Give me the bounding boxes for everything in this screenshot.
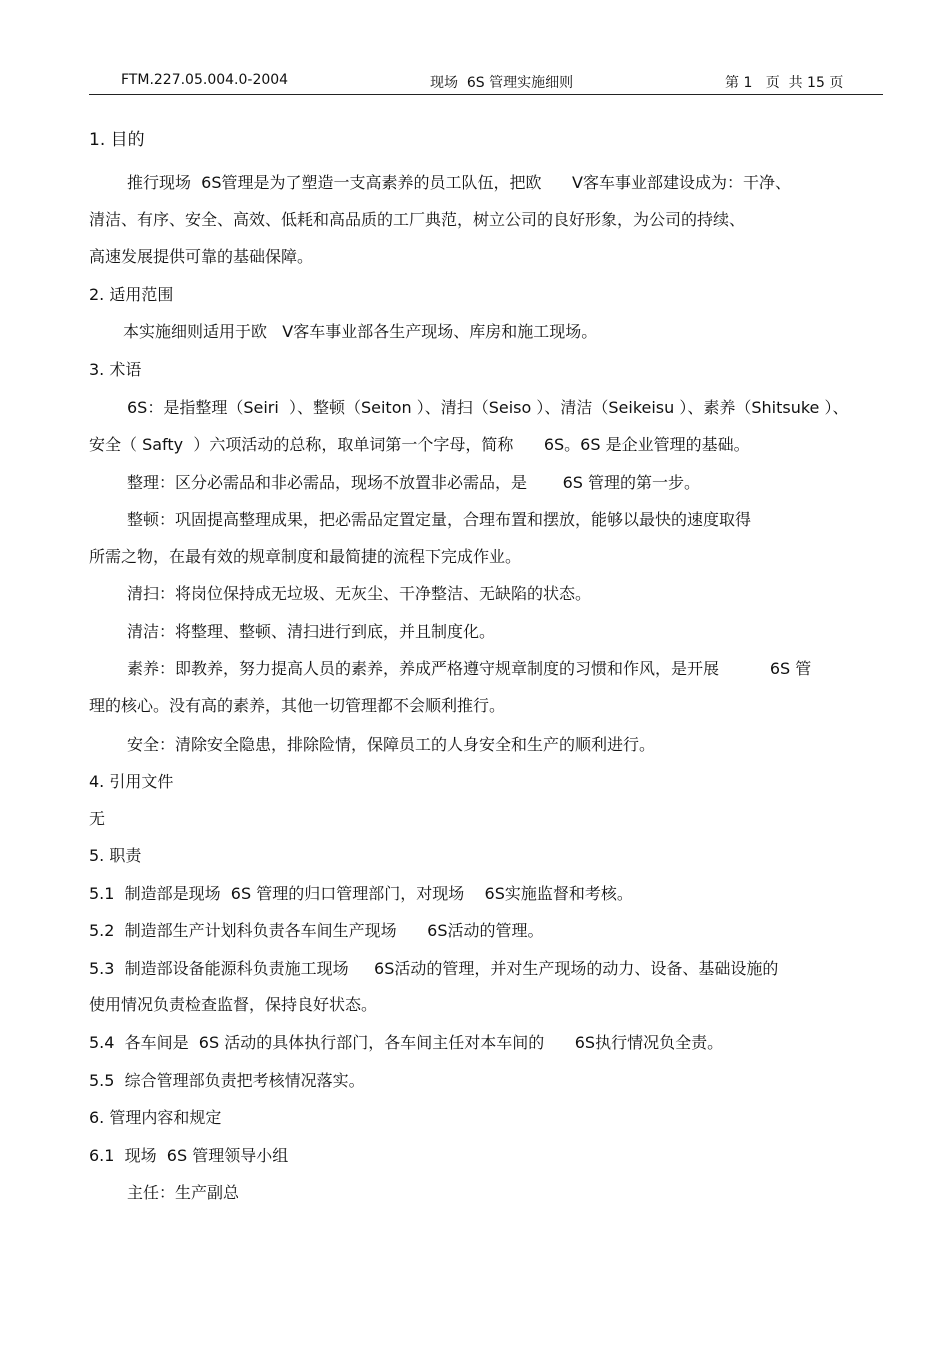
paragraph: 所需之物，在最有效的规章制度和最简捷的流程下完成作业。 (89, 547, 522, 566)
paragraph: 清洁、有序、安全、高效、低耗和高品质的工厂典范，树立公司的良好形象，为公司的持续、 (89, 210, 746, 229)
paragraph: 主任：生产副总 (127, 1183, 240, 1202)
list-item: 6.1 现场 6S 管理领导小组 (89, 1146, 289, 1165)
paragraph: 清洁：将整理、整顿、清扫进行到底，并且制度化。 (127, 622, 496, 641)
paragraph: 无 (89, 809, 106, 828)
document-code: FTM.227.05.004.0-2004 (121, 72, 289, 88)
section-1-title: 1. 目的 (89, 130, 145, 150)
paragraph: 理的核心。没有高的素养，其他一切管理都不会顺利推行。 (89, 696, 506, 715)
paragraph: 整理：区分必需品和非必需品，现场不放置非必需品，是 6S 管理的第一步。 (127, 473, 701, 492)
page-number: 第 1 页 共 15 页 (725, 75, 844, 91)
paragraph: 高速发展提供可靠的基础保障。 (89, 247, 314, 266)
section-5-title: 5. 职责 (89, 846, 142, 865)
paragraph: 推行现场 6S管理是为了塑造一支高素养的员工队伍，把欧 V客车事业部建设成为：干净、 (127, 173, 791, 192)
list-item: 5.5 综合管理部负责把考核情况落实。 (89, 1071, 365, 1090)
document-title: 现场 6S 管理实施细则 (430, 75, 574, 91)
page-header (89, 70, 883, 95)
paragraph: 本实施细则适用于欧 V客车事业部各生产现场、库房和施工现场。 (123, 322, 598, 341)
section-4-title: 4. 引用文件 (89, 772, 174, 791)
list-item: 5.4 各车间是 6S 活动的具体执行部门，各车间主任对本车间的 6S执行情况负全责。 (89, 1033, 724, 1052)
paragraph: 6S：是指整理（Seiri ）、整顿（Seiton ）、清扫（Seiso ）、清洁（Seikeisu ）、素养（Shitsuke ）、 (127, 398, 849, 417)
section-3-title: 3. 术语 (89, 360, 142, 379)
section-2-title: 2. 适用范围 (89, 285, 174, 304)
list-item: 5.1 制造部是现场 6S 管理的归口管理部门，对现场 6S实施监督和考核。 (89, 884, 633, 903)
paragraph: 整顿：巩固提高整理成果，把必需品定置定量，合理布置和摆放，能够以最快的速度取得 (127, 510, 752, 529)
list-item: 5.3 制造部设备能源科负责施工现场 6S活动的管理，并对生产现场的动力、设备、基础设施的 (89, 959, 779, 978)
paragraph: 安全：清除安全隐患，排除险情，保障员工的人身安全和生产的顺利进行。 (127, 735, 656, 754)
list-item: 5.2 制造部生产计划科负责各车间生产现场 6S活动的管理。 (89, 921, 544, 940)
section-6-title: 6. 管理内容和规定 (89, 1108, 222, 1127)
paragraph: 安全（ Safty ）六项活动的总称，取单词第一个字母，简称 6S。6S 是企业管理的基础。 (89, 435, 750, 454)
paragraph: 清扫：将岗位保持成无垃圾、无灰尘、干净整洁、无缺陷的状态。 (127, 584, 592, 603)
paragraph: 素养：即教养，努力提高人员的素养，养成严格遵守规章制度的习惯和作风，是开展 6S 管 (127, 659, 812, 678)
paragraph: 使用情况负责检查监督，保持良好状态。 (89, 995, 378, 1014)
